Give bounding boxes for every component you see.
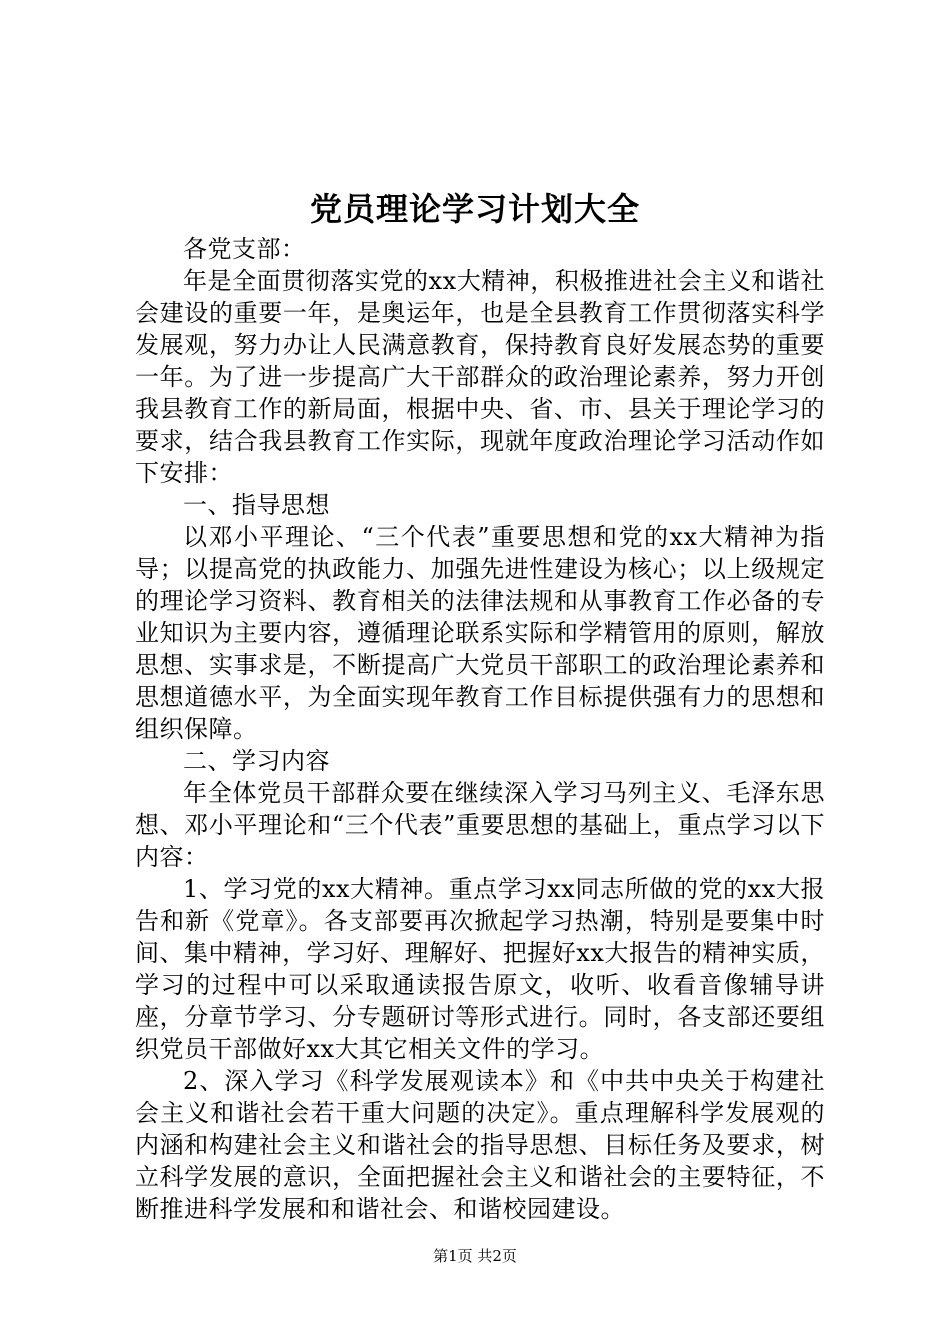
paragraph-intro: 年是全面贯彻落实党的xx大精神，积极推进社会主义和谐社会建设的重要一年，是奥运年，也是全县教育工作贯彻落实科学发展观，努力办让人民满意教育，保持教育良好发展态势的重要一年。为了进一步提高广大干部群众的政治理论素养，努力开创我县教育工作的新局面，根据中央、省、市、县关于理论学习的要求，结合我县教育工作实际，现就年度政治理论学习活动作如下安排：: [135, 267, 825, 487]
paragraph-study-content: 年全体党员干部群众要在继续深入学习马列主义、毛泽东思想、邓小平理论和“三个代表”重要思想的基础上，重点学习以下内容：: [135, 779, 825, 871]
page-footer: 第1页 共2页: [433, 1247, 517, 1265]
heading-study-content: 二、学习内容: [183, 747, 330, 775]
list-item-1: 1、学习党的xx大精神。重点学习xx同志所做的党的xx大报告和新《党章》。各支部要再次掀起学习热潮，特别是要集中时间、集中精神，学习好、理解好、把握好xx大报告的精神实质，学习的过程中可以采取通读报告原文，收听、收看音像辅导讲座，分章节学习、分专题研讨等形式进行。同时，各支部还要组织党员干部做好xx大其它相关文件的学习。: [135, 875, 825, 1063]
paragraph-guiding-ideology: 以邓小平理论、“三个代表”重要思想和党的xx大精神为指导；以提高党的执政能力、加强先进性建设为核心；以上级规定的理论学习资料、教育相关的法律法规和从事教育工作必备的专业知识为主要内容，遵循理论联系实际和学精管用的原则，解放思想、实事求是，不断提高广大党员干部职工的政治理论素养和思想道德水平，为全面实现年教育工作目标提供强有力的思想和组织保障。: [135, 523, 825, 743]
document-title: 党员理论学习计划大全: [309, 190, 640, 228]
heading-guiding-ideology: 一、指导思想: [183, 491, 330, 519]
list-item-2: 2、深入学习《科学发展观读本》和《中共中央关于构建社会主义和谐社会若干重大问题的决定》。重点理解科学发展观的内涵和构建社会主义和谐社会的指导思想、目标任务及要求，树立科学发展的意识，全面把握社会主义和谐社会的主要特征，不断推进科学发展和和谐社会、和谐校园建设。: [135, 1067, 825, 1223]
salutation: 各党支部：: [183, 235, 306, 263]
document-body: [135, 233, 825, 1225]
